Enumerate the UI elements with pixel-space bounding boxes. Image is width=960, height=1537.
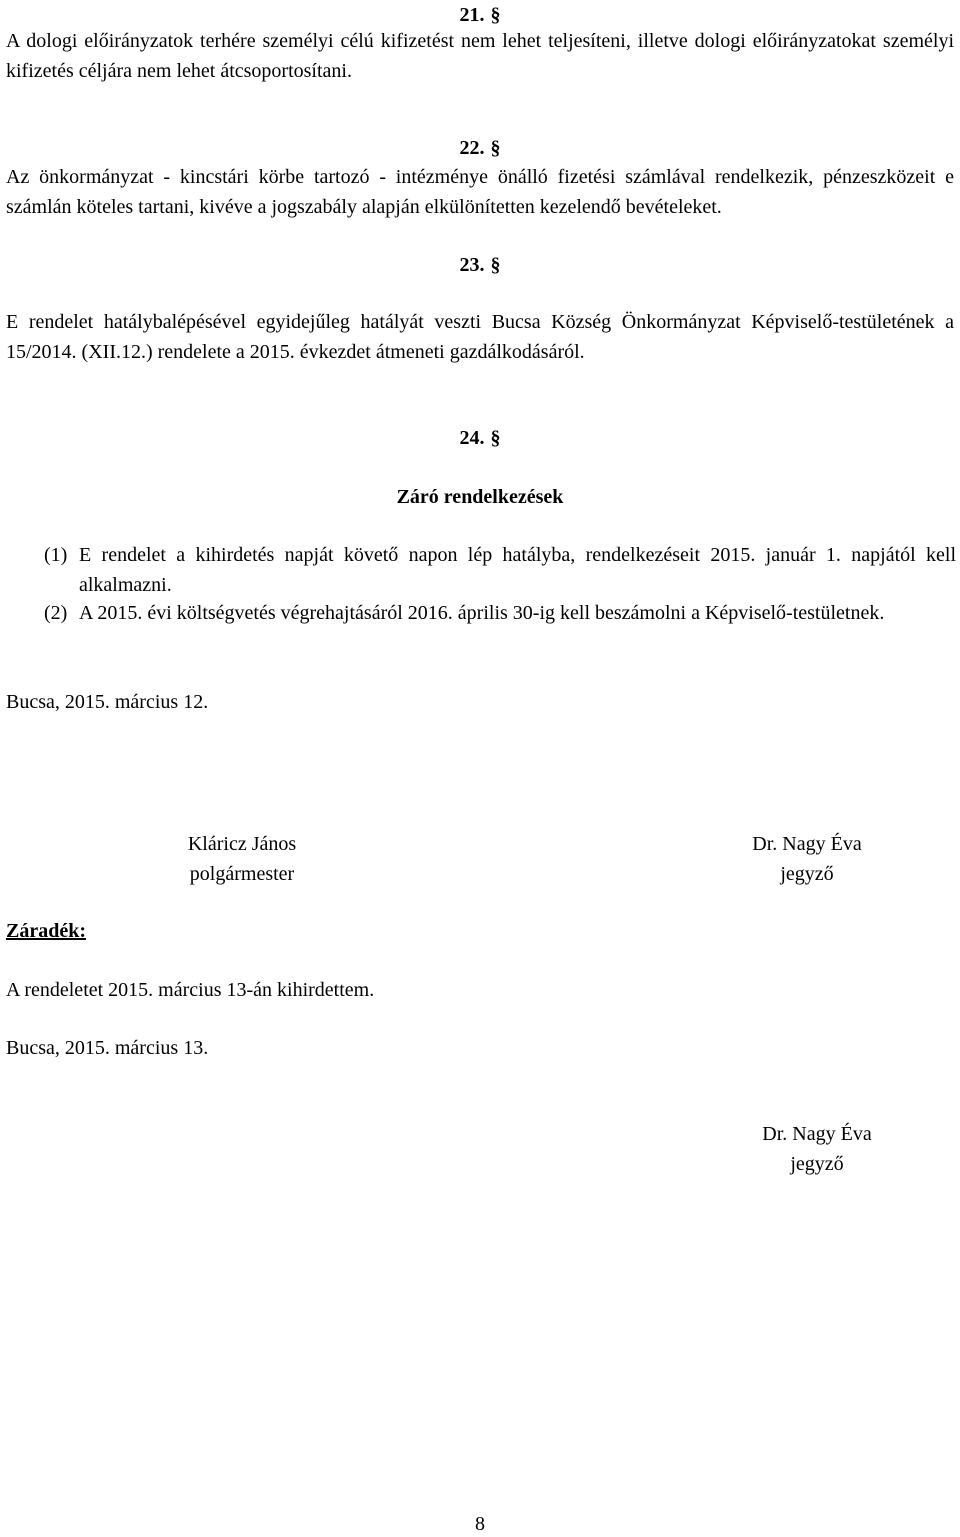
mayor-name: Kláricz János (187, 833, 297, 855)
notary-signature (707, 829, 907, 889)
clause-heading: Záradék: (6, 920, 86, 942)
clause-signer-title: jegyző (790, 1153, 844, 1175)
section-24-heading (0, 423, 960, 453)
clause-place-date: Bucsa, 2015. március 13. (6, 1037, 209, 1059)
notary-title: jegyző (780, 863, 834, 885)
clause-text: A rendeletet 2015. március 13-án kihirdettem. (6, 979, 375, 1001)
section-number: 24. (459, 427, 485, 449)
clause-signature (717, 1119, 917, 1179)
section-symbol: § (490, 137, 501, 159)
section-24-item-1 (44, 540, 956, 600)
mayor-title: polgármester (189, 863, 295, 885)
section-symbol: § (490, 4, 501, 26)
notary-name: Dr. Nagy Éva (752, 833, 862, 855)
item-label: (2) (44, 602, 68, 624)
section-24-title: Záró rendelkezések (396, 486, 564, 508)
section-22-heading (0, 133, 960, 163)
section-symbol: § (490, 254, 501, 276)
section-number: 21. (459, 4, 485, 26)
item-text: E rendelet a kihirdetés napját követő napon lép hatályba, rendelkezéseit 2015. január 1. napjától kell alkalmazni. (79, 544, 956, 596)
section-22-text: Az önkormányzat - kincstári körbe tartozó - intézménye önálló fizetési számlával rendelkezik, pénzeszközeit e számlán köteles tartani, kivéve a jogszabály alapján elkülönítetten kezelendő bevételeket. (6, 166, 954, 218)
clause-signer-name: Dr. Nagy Éva (762, 1123, 872, 1145)
section-21-text: A dologi előirányzatok terhére személyi célú kifizetést nem lehet teljesíteni, illetve dologi előirányzatokat személyi kifizetés céljára nem lehet átcsoportosítani. (6, 30, 954, 82)
section-number: 23. (459, 254, 485, 276)
section-23-heading (0, 250, 960, 280)
mayor-signature (142, 829, 342, 889)
item-label: (1) (44, 544, 68, 566)
section-symbol: § (490, 427, 501, 449)
section-number: 22. (459, 137, 485, 159)
section-24-item-2 (44, 598, 956, 628)
place-date: Bucsa, 2015. március 12. (6, 691, 209, 713)
section-23-text: E rendelet hatálybalépésével egyidejűleg hatályát veszti Bucsa Község Önkormányzat Képviselő-testületének a 15/2014. (XII.12.) rendelete a 2015. évkezdet átmeneti gazdálkodásáról. (6, 311, 954, 363)
item-text: A 2015. évi költségvetés végrehajtásáról 2016. április 30-ig kell beszámolni a Képviselő-testületnek. (79, 602, 885, 624)
page-number: 8 (475, 1513, 485, 1535)
